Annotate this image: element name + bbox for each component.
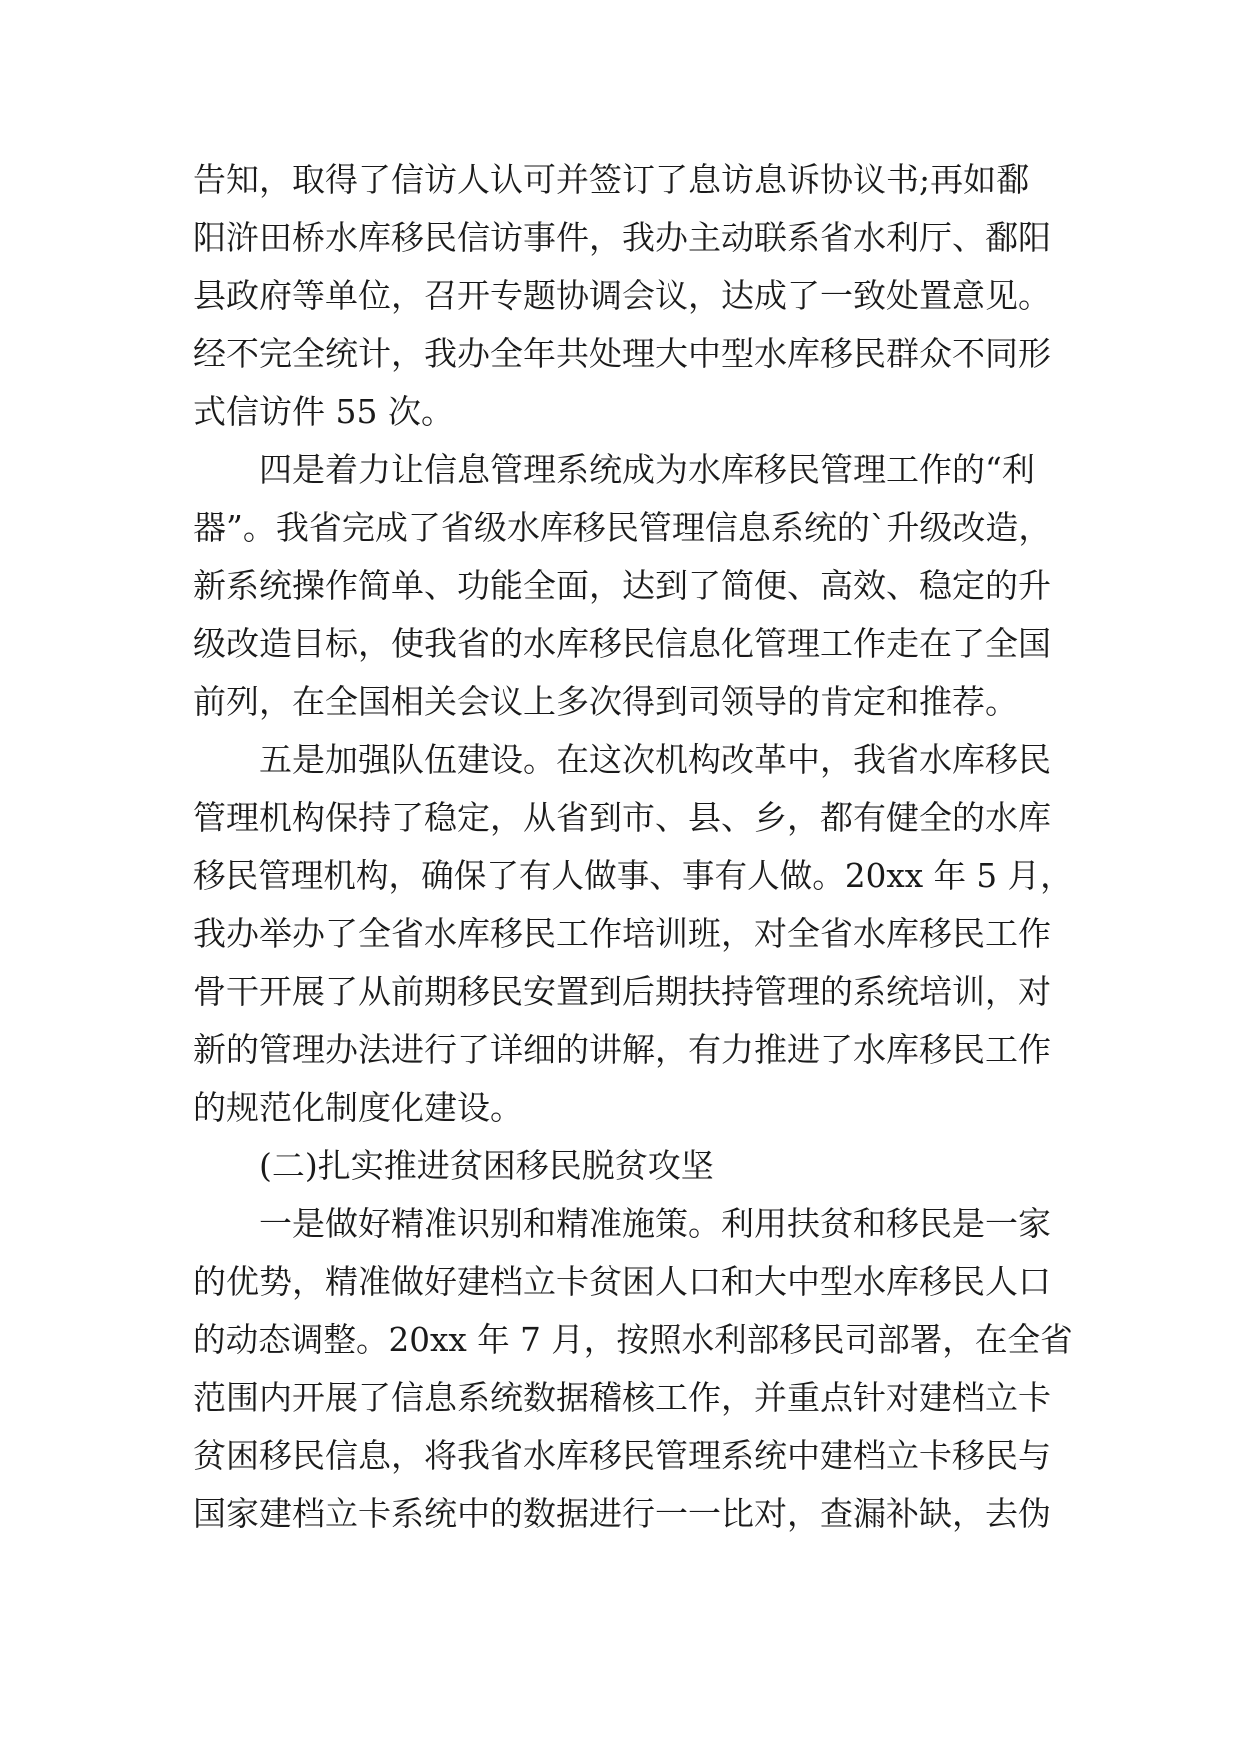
section-heading: (二)扎实推进贫困移民脱贫攻坚: [259, 1146, 714, 1185]
text-line: 的优势，精准做好建档立卡贫困人口和大中型水库移民人口: [193, 1262, 1051, 1301]
paragraph-start-line: 五是加强队伍建设。在这次机构改革中，我省水库移民: [259, 740, 1051, 779]
paragraph-start-line: 一是做好精准识别和精准施策。利用扶贫和移民是一家: [259, 1204, 1051, 1243]
text-line: 的动态调整。20xx 年 7 月，按照水利部移民司部署，在全省: [193, 1320, 1073, 1359]
text-line: 式信访件 55 次。: [193, 392, 454, 431]
text-line: 新的管理办法进行了详细的讲解，有力推进了水库移民工作: [193, 1030, 1051, 1069]
text-line: 贫困移民信息，将我省水库移民管理系统中建档立卡移民与: [193, 1436, 1051, 1475]
text-line: 的规范化制度化建设。: [193, 1088, 523, 1127]
text-line: 范围内开展了信息系统数据稽核工作，并重点针对建档立卡: [193, 1378, 1051, 1417]
text-line: 经不完全统计，我办全年共处理大中型水库移民群众不同形: [193, 334, 1051, 373]
text-line: 县政府等单位，召开专题协调会议，达成了一致处置意见。: [193, 276, 1051, 315]
text-line: 新系统操作简单、功能全面，达到了简便、高效、稳定的升: [193, 566, 1051, 605]
text-line: 移民管理机构，确保了有人做事、事有人做。20xx 年 5 月，: [193, 856, 1073, 895]
text-line: 前列，在全国相关会议上多次得到司领导的肯定和推荐。: [193, 682, 1018, 721]
text-line: 告知，取得了信访人认可并签订了息访息诉协议书;再如鄱: [193, 160, 1030, 199]
text-line: 骨干开展了从前期移民安置到后期扶持管理的系统培训，对: [193, 972, 1051, 1011]
text-line: 管理机构保持了稳定，从省到市、县、乡，都有健全的水库: [193, 798, 1051, 837]
text-line: 器”。我省完成了省级水库移民管理信息系统的`升级改造，: [193, 508, 1052, 547]
text-line: 阳浒田桥水库移民信访事件，我办主动联系省水利厅、鄱阳: [193, 218, 1051, 257]
text-line: 国家建档立卡系统中的数据进行一一比对，查漏补缺，去伪: [193, 1494, 1051, 1533]
text-line: 我办举办了全省水库移民工作培训班，对全省水库移民工作: [193, 914, 1051, 953]
text-line: 级改造目标，使我省的水库移民信息化管理工作走在了全国: [193, 624, 1051, 663]
paragraph-start-line: 四是着力让信息管理系统成为水库移民管理工作的“利: [259, 450, 1035, 489]
